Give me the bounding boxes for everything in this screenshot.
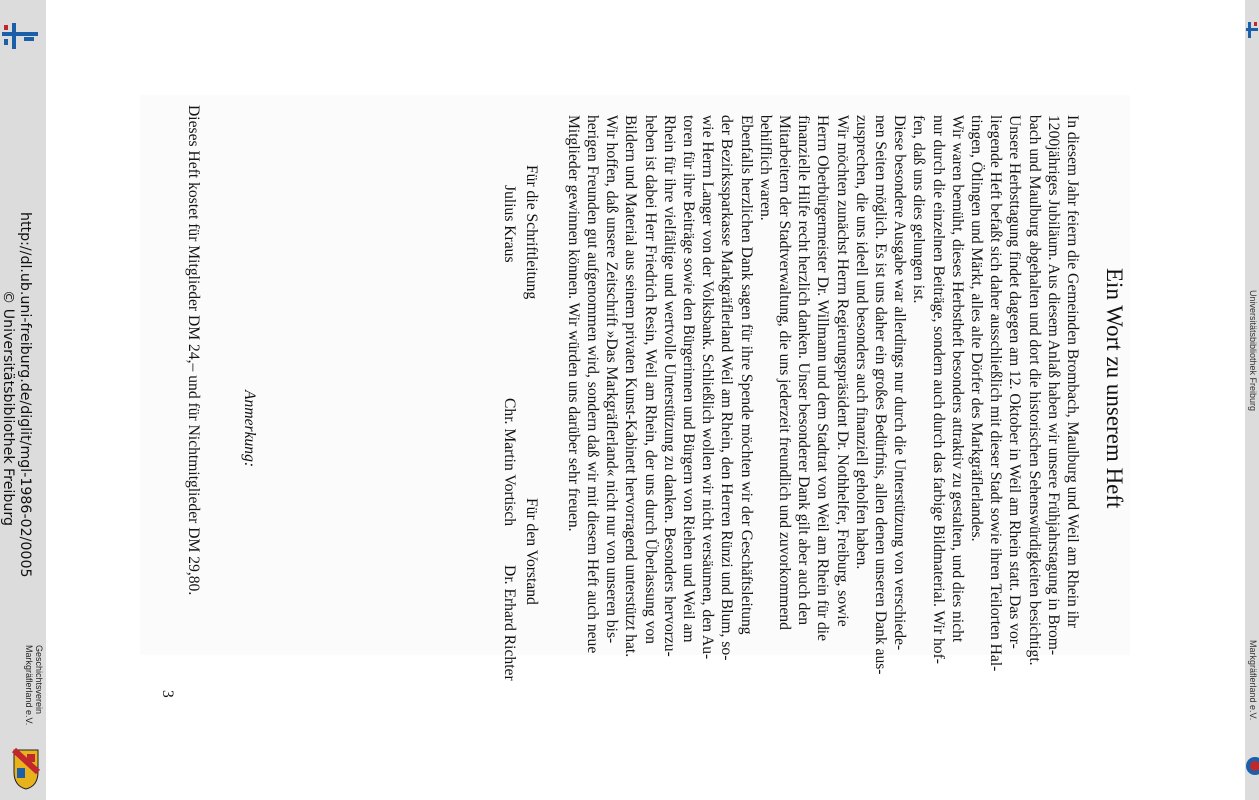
- copyright-notice: © Universitätsbibliothek Freiburg: [0, 290, 16, 526]
- signature-right-role: Für den Vorstand: [523, 498, 540, 605]
- body-line: Wir hoffen, daß unsere Zeitschrift »Das Markgräflerland« nicht nur von unseren bis-: [603, 115, 621, 644]
- body-line: tingen, Ötlingen und Märkt, alles alte Dörfer des Markgräflerlandes.: [968, 115, 985, 542]
- body-line: behilflich waren.: [756, 115, 774, 221]
- body-line: Diese besondere Ausgabe war allerdings nur durch die Unterstützung von verschiede-: [891, 115, 909, 651]
- body-line: nur durch die einzelnen Beiträge, sondern auch durch das farbige Bildmaterial. Wir hof-: [929, 115, 947, 664]
- article-title: Ein Wort zu unserem Heft: [1102, 268, 1127, 509]
- signature-right-names: Chr. Martin Vortisch Dr. Erhard Richter: [501, 398, 518, 681]
- body-line: toren für ihre Beiträge sowie den Bürgerinnen und Bürgern von Riehen und Weil am: [680, 115, 697, 643]
- university-library-logo: [2, 23, 38, 49]
- body-line: Herrn Oberbürgermeister Dr. Willmann und dem Stadtrat von Weil am Rhein für die: [814, 115, 832, 642]
- body-line: liegende Heft befaßt sich daher ausschließlich mit dieser Stadt sowie ihren Teilorten Hal-: [987, 115, 1005, 672]
- right-library-logo: [1246, 22, 1258, 38]
- body-line: fen, daß uns dies gelungen ist.: [910, 115, 928, 304]
- body-line: wie Herrn Langer von der Volksbank. Schließlich wollen wir nicht versäumen, den Au-: [699, 115, 717, 660]
- body-line: heben ist dabei Herr Friedrich Resin, Weil am Rhein, der uns durch Überlassung von: [641, 115, 659, 644]
- body-line: Unsere Herbsttagung findet dagegen am 12. Oktober in Weil am Rhein statt. Das vor-: [1006, 115, 1024, 649]
- body-line: Bildern und Material aus seinem privaten Kunst-Kabinett hervorragend unterstützt hat.: [622, 115, 640, 658]
- body-line: Ebenfalls herzlichen Dank sagen für ihre Spende möchten wir der Geschäftsleitung: [737, 115, 755, 635]
- society-name-line1: Geschichtsverein: [34, 645, 44, 715]
- signature-left-role: Für die Schriftleitung: [523, 165, 540, 300]
- society-coat-of-arms-logo: [12, 748, 40, 790]
- source-url[interactable]: http://dl.ub.uni-freiburg.de/diglit/mgl-1986-02/0005: [17, 212, 33, 578]
- body-line: nen Seiten möglich. Es ist uns daher ein großes Bedürfnis, allen denen unseren Dank aus-: [872, 115, 889, 675]
- body-line: 1200jähriges Jubiläum. Aus diesem Anlaß haben wir unsere Frühjahrstagung in Brom-: [1044, 115, 1062, 656]
- page-number: 3: [159, 690, 176, 698]
- right-library-text: Universitätsbibliothek Freiburg: [1248, 290, 1258, 412]
- body-line: Wir waren bemüht, dieses Herbstheft besonders attraktiv zu gestalten, und dies nicht: [948, 115, 966, 643]
- body-line: bach und Maulburg abgehalten und dort die historischen Sehenswürdigkeiten besichtigt.: [1025, 115, 1043, 666]
- right-society-text: Markgräflerland e.V.: [1248, 640, 1258, 721]
- body-line: Rhein für ihre vielfältige und wertvolle Unterstützung zu danken. Besonders hervorzu-: [660, 115, 678, 657]
- body-line: Mitarbeitern der Stadtverwaltung, die uns jederzeit freundlich und zuvorkommend: [776, 115, 793, 630]
- price-note: Dieses Heft kostet für Mitglieder DM 24,– und für Nichtmitglieder DM 29,80.: [185, 105, 202, 596]
- body-line: der Bezirkssparkasse Markgräflerland Weil am Rhein, den Herren Rünzi und Blum, so-: [718, 115, 736, 661]
- body-line: herigen Freunden gut aufgenommen wird, sondern daß wir mit diesem Heft auch neue: [584, 115, 601, 654]
- body-line: Wir möchten zunächst Herrn Regierungspräsident Dr. Nothhelfer, Freiburg, sowie: [833, 115, 851, 627]
- body-line: Mitglieder gewinnen können. Wir würden uns darüber sehr freuen.: [564, 115, 582, 532]
- body-line: zusprechen, die uns ideell und besonders auch finanziell geholfen haben.: [852, 115, 870, 570]
- body-line: finanzielle Hilfe recht herzlich danken. Unser besonderer Dank gilt aber auch den: [795, 115, 813, 626]
- note-label: Anmerkung:: [241, 390, 258, 468]
- society-name-line2: Markgräflerland e.V.: [24, 645, 34, 726]
- right-society-logo: [1245, 752, 1259, 784]
- signature-left-name: Julius Kraus: [501, 185, 518, 263]
- body-line: In diesem Jahr feiern die Gemeinden Brombach, Maulburg und Weil am Rhein ihr: [1064, 115, 1081, 629]
